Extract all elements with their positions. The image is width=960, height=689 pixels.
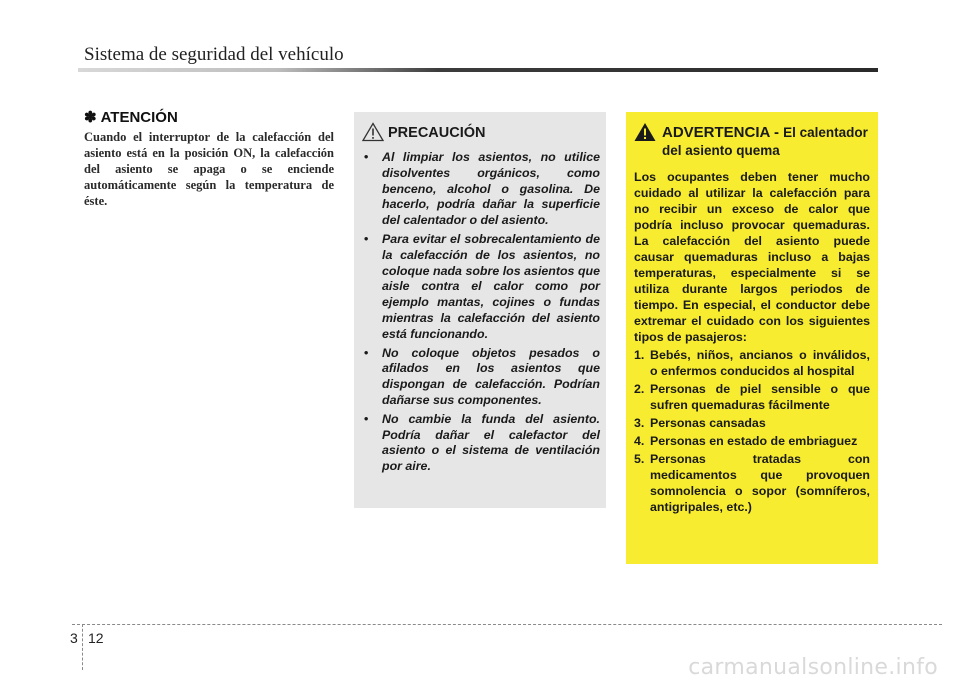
attention-note bbox=[84, 108, 334, 209]
warning-list-item: 1. Bebés, niños, ancianos o inválidos, o enfermos conducidos al hospital bbox=[634, 348, 870, 378]
caution-item: • Al limpiar los asientos, no utilice disolventes orgánicos, como benceno, alcohol o gasolina. De hacerlo, podría dañar la superficie del calentador o del asiento. bbox=[364, 150, 600, 228]
warning-body: Los ocupantes deben tener mucho cuidado al utilizar la calefacción para no recibir un exceso de calor que podría incluso provocar quemaduras. La calefacción del asiento puede causar quemaduras incluso a bajas temperaturas, especialmente si se utiliza durante largos periodos de tiempo. En especial, el conductor debe extremar el cuidado con los siguientes tipos de pasajeros: bbox=[634, 170, 870, 344]
note-heading bbox=[84, 108, 334, 126]
note-text: Cuando el interruptor de la calefacción del asiento está en la posición ON, la calefacción del asiento se apaga o se enciende automáticamente según la temperatura de éste. bbox=[84, 130, 334, 208]
bullet: • bbox=[364, 411, 369, 426]
note-heading-text: ATENCIÓN bbox=[100, 109, 178, 126]
warning-list-item: 2. Personas de piel sensible o que sufren quemaduras fácilmente bbox=[634, 382, 870, 412]
bullet: • bbox=[364, 150, 369, 164]
warning-header bbox=[634, 122, 870, 160]
warning-list bbox=[634, 347, 870, 515]
caution-box bbox=[354, 112, 606, 508]
page-number: 12 bbox=[88, 630, 104, 646]
caution-item: • No cambie la funda del asiento. Podría dañar el calefactor del asiento o el sistema de ventilación por aire. bbox=[364, 411, 600, 474]
warning-list-item: 4. Personas en estado de embriaguez bbox=[634, 434, 858, 448]
footer-rule bbox=[72, 624, 942, 625]
caution-header bbox=[362, 122, 600, 147]
warning-list-item: 5. Personas tratadas con medicamentos que provoquen somnolencia o sopor (somníferos, antigripales, etc.) bbox=[634, 452, 870, 514]
caution-item: • Para evitar el sobrecalentamiento de la calefacción de los asientos, no coloque nada sobre los asientos que aisle contra el calor como por ejemplo mantas, cojines o fundas mientras la calefacción del asiento está funcionando. bbox=[364, 231, 600, 341]
caution-item: • No coloque objetos pesados o afilados en los asientos que dispongan de calefacción. Podrían dañarse sus componentes. bbox=[364, 345, 600, 407]
warning-list-item: 3. Personas cansadas bbox=[634, 416, 766, 430]
page-header-title: Sistema de seguridad del vehículo bbox=[84, 44, 344, 65]
header-rule bbox=[78, 68, 878, 72]
caution-title: PRECAUCIÓN bbox=[388, 125, 486, 141]
warning-triangle-filled-icon bbox=[634, 122, 656, 147]
warning-title: ADVERTENCIA - El calentador del asiento quema bbox=[662, 124, 868, 158]
chapter-number: 3 bbox=[70, 630, 78, 646]
bullet: • bbox=[364, 231, 369, 246]
watermark: carmanualsonline.info bbox=[688, 655, 938, 680]
asterisk-icon: ✽ bbox=[84, 109, 97, 126]
footer-divider bbox=[82, 624, 83, 670]
bullet: • bbox=[364, 345, 369, 360]
warning-box bbox=[626, 112, 878, 564]
warning-triangle-outline-icon bbox=[362, 122, 384, 147]
caution-list bbox=[362, 150, 600, 475]
